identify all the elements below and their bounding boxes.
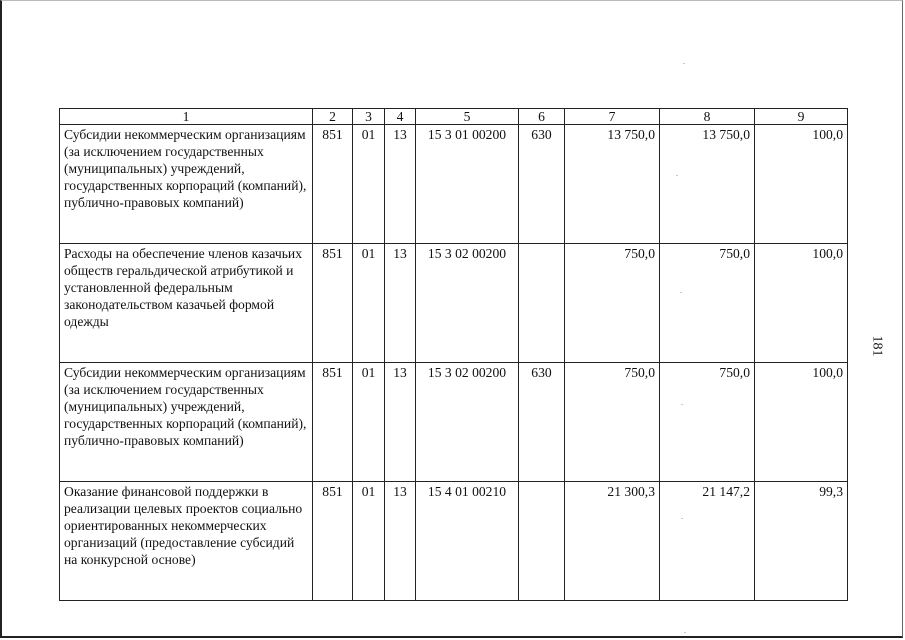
section-code-cell: 01: [353, 482, 385, 601]
table-row: [60, 363, 848, 482]
scan-speck: [684, 632, 686, 633]
subsection-code-cell: 13: [385, 363, 416, 482]
column-header: 7: [565, 109, 660, 125]
executed-amount-cell: 21 147,2: [660, 482, 755, 601]
ministry-code-cell: 851: [313, 125, 353, 244]
expense-name-cell: Субсидии некоммерческим организациям (за исключением государственных (муниципальных) учреждений, государственных корпораций (компаний), публично-правовых компаний): [60, 363, 313, 482]
section-code-cell: 01: [353, 363, 385, 482]
scan-speck: [680, 292, 682, 293]
section-code-cell: 01: [353, 125, 385, 244]
target-article-cell: 15 3 02 00200: [416, 363, 519, 482]
budget-table: [59, 108, 848, 601]
expense-name-cell: Субсидии некоммерческим организациям (за исключением государственных (муниципальных) учреждений, государственных корпораций (компаний), публично-правовых компаний): [60, 125, 313, 244]
subsection-code-cell: 13: [385, 482, 416, 601]
executed-amount-cell: 750,0: [660, 244, 755, 363]
target-article-cell: 15 3 01 00200: [416, 125, 519, 244]
percent-cell: 99,3: [755, 482, 848, 601]
page-number: 181: [869, 335, 885, 357]
subsection-code-cell: 13: [385, 125, 416, 244]
table-row: [60, 244, 848, 363]
ministry-code-cell: 851: [313, 363, 353, 482]
ministry-code-cell: 851: [313, 482, 353, 601]
scan-speck: [683, 63, 685, 64]
expense-name-cell: Расходы на обеспечение членов казачьих обществ геральдической атрибутикой и установленной федеральным законодательством казачьей формой одежды: [60, 244, 313, 363]
planned-amount-cell: 21 300,3: [565, 482, 660, 601]
expense-type-cell: 630: [519, 363, 565, 482]
scan-speck: [676, 175, 678, 176]
expense-type-cell: [519, 244, 565, 363]
planned-amount-cell: 750,0: [565, 363, 660, 482]
ministry-code-cell: 851: [313, 244, 353, 363]
scan-speck: [681, 518, 683, 519]
planned-amount-cell: 750,0: [565, 244, 660, 363]
percent-cell: 100,0: [755, 244, 848, 363]
subsection-code-cell: 13: [385, 244, 416, 363]
column-header: 2: [313, 109, 353, 125]
executed-amount-cell: 750,0: [660, 363, 755, 482]
expense-type-cell: [519, 482, 565, 601]
column-header: 1: [60, 109, 313, 125]
table-row: [60, 125, 848, 244]
percent-cell: 100,0: [755, 125, 848, 244]
section-code-cell: 01: [353, 244, 385, 363]
column-header: 4: [385, 109, 416, 125]
column-header: 5: [416, 109, 519, 125]
column-header: 9: [755, 109, 848, 125]
target-article-cell: 15 3 02 00200: [416, 244, 519, 363]
expense-type-cell: 630: [519, 125, 565, 244]
target-article-cell: 15 4 01 00210: [416, 482, 519, 601]
column-header: 3: [353, 109, 385, 125]
column-header: 8: [660, 109, 755, 125]
table-row: [60, 482, 848, 601]
expense-name-cell: Оказание финансовой поддержки в реализации целевых проектов социально ориентированных некоммерческих организаций (предоставление субсидий на конкурсной основе): [60, 482, 313, 601]
executed-amount-cell: 13 750,0: [660, 125, 755, 244]
column-header: 6: [519, 109, 565, 125]
percent-cell: 100,0: [755, 363, 848, 482]
planned-amount-cell: 13 750,0: [565, 125, 660, 244]
scan-speck: [681, 404, 683, 405]
table-header-row: [60, 109, 848, 125]
